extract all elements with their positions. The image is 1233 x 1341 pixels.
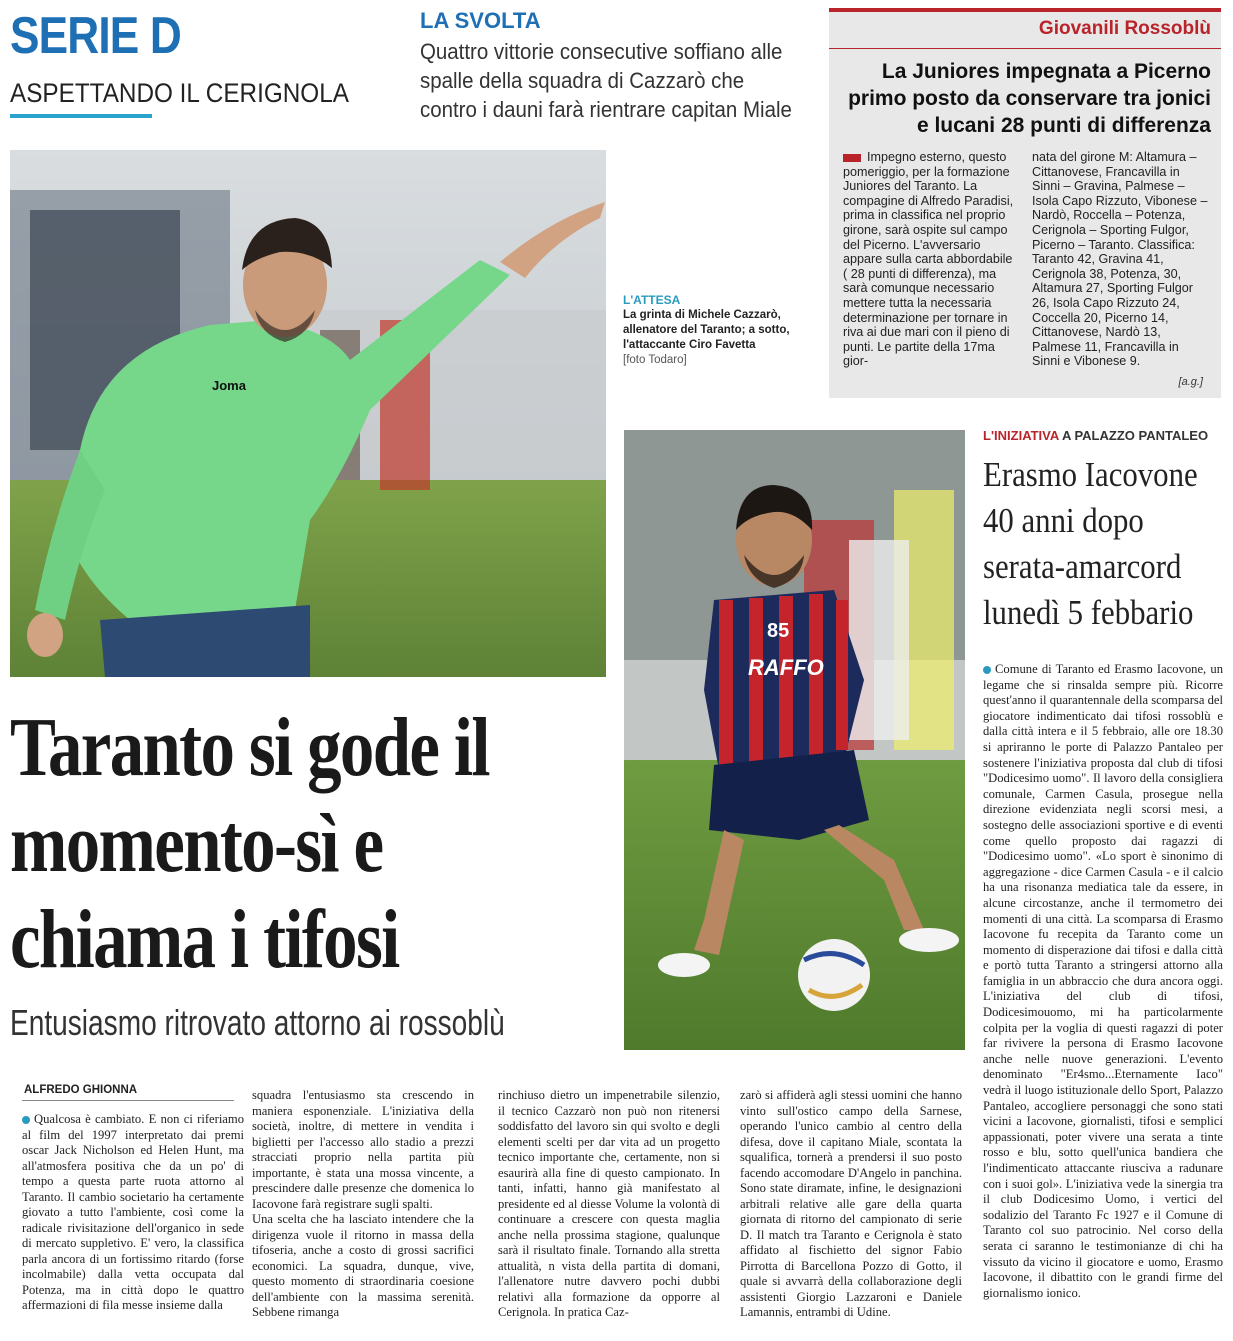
section-subtitle: ASPETTANDO IL CERIGNOLA xyxy=(10,78,349,108)
initiative-title: Erasmo Iacovone 40 anni dopo serata-amarcord lunedì 5 febbario xyxy=(983,455,1198,632)
main-headline: Taranto si gode il momento-sì e chiama i tifosi xyxy=(10,701,489,986)
box-headline: La Juniores impegnata a Picerno primo posto da conservare tra jonici e lucani 28 punti di differenza xyxy=(848,60,1211,137)
svolta-text: Quattro vittorie consecutive soffiano alle spalle della squadra di Cazzarò che contro i dauni farà rientrare capitan Miale xyxy=(420,39,792,122)
coach-jersey-logo: Joma xyxy=(212,378,246,393)
initiative-kicker-place: A PALAZZO PANTALEO xyxy=(1061,428,1209,443)
caption-kicker: L'ATTESA xyxy=(623,293,681,307)
photo-player xyxy=(624,430,965,1050)
caption-body: La grinta di Michele Cazzarò, allenatore del Taranto; a sotto, l'attaccante Ciro Favetta xyxy=(623,309,790,351)
article-col-4: zarò si affiderà agli stessi uomini che hanno vinto sull'ostico campo della Sarnese, operando l'unico cambio al centro della difesa, dove il capitano Miale, scontata la squalifica, tornerà a prendersi il suo posto facendo accomodare D'Angelo in panchina. Sono state diramate, infine, le designazioni arbitrali relative alle gare della quarta giornata di ritorno del campionato di serie D. Il match tra Taranto e Cerignola è stato affidato al fischietto del signor Fabio Pirrotta di Barcellona Pozzo di Gotto, il quale si avvarrà della collaborazione degli assistenti Giorgio Lazzaroni e Daniele Lamannis, entrambi di Udine. xyxy=(740,1088,962,1319)
box-col-1 xyxy=(843,150,1020,369)
player-shirt-number: 85 xyxy=(767,620,790,642)
section-underline xyxy=(10,114,152,118)
box-col-1-text: Impegno esterno, questo pomeriggio, per la formazione Juniores del Taranto. La compagine di Alfredo Paradisi, prima in classifica nel proprio girone, sarà ospite sul campo del Picerno. L'avversario appare sulla carta abbordabile ( 28 punti di differenza), ma sarà comunque necessario mettere tutta la necessaria determinazione per tornare in riva ai due mari con il pieno di punti. Le partite della 17ma gior- xyxy=(843,150,1014,369)
giovanili-box xyxy=(829,8,1221,398)
photo-coach xyxy=(10,150,606,677)
initiative-kicker xyxy=(983,428,1208,443)
box-col-2: nata del girone M: Altamura – Cittanovese, Francavilla in Sinni – Gravina, Palmese – Isola Capo Rizzuto, Vibonese – Nardò, Roccella – Potenza, Cerignola – Sporting Fulgor, Picerno – Taranto. Classifica: Taranto 42, Gravina 41, Cerignola 38, Potenza, 30, Altamura 27, Sporting Fulgor 26, Isola Capo Rizzuto 24, Coccella 20, Picerno 14, Cittanovese, Nardò 13, Palmese 11, Francavilla in Sinni e Vibonese 9. xyxy=(1032,150,1208,369)
article-col-3: rinchiuso dietro un impenetrabile silenzio, il tecnico Cazzarò non può non ritenersi soddisfatto del lavoro sin qui svolto e degli elementi scelti per dar vita ad un progetto tecnico importante che, certamente, non si esaurirà alla fine di questo campionato. In tanti, infatti, hanno già manifestato al presidente ed al diesse Volume la volontà di continuare a crescere con questa maglia anche nella prossima stagione, qualunque sarà il risultato finale. Tornando alla stretta attualità, n vista della partita di domani, l'allenatore nutre davvero pochi dubbi relativi alla formazione da opporre al Cerignola. In pratica Caz- xyxy=(498,1088,720,1319)
box-tag: Giovanili Rossoblù xyxy=(1038,18,1211,39)
article-col-1 xyxy=(22,1112,244,1314)
bullet-dot-icon xyxy=(983,666,991,674)
initiative-body xyxy=(983,662,1223,1301)
article-col-2 xyxy=(252,1088,474,1321)
article-col-2-para-1: squadra l'entusiasmo sta crescendo in maniera esponenziale. L'iniziativa della società, inoltre, di mettere in vendita i biglietti per l'accesso allo stadio a prezzi stracciati proprio nella partita più importante, è stata una mossa vincente, a prescindere dalle presenze che domenica lo Iacovone farà registrare sugli spalti. xyxy=(252,1088,474,1211)
box-columns xyxy=(843,150,1209,369)
svolta-kicker: LA SVOLTA xyxy=(420,8,541,33)
byline: ALFREDO GHIONNA xyxy=(24,1084,138,1096)
article-col-2-para-2: Una scelta che ha lasciato intendere che la dirigenza vuole il ritorno in massa della tifoseria, anche a costo di grossi sacrifici economici. La squadra, dunque, vive, questo momento di straordinaria coesione dell'ambiente con la massima serenità. Sebbene rimanga xyxy=(252,1212,474,1319)
main-subhead: Entusiasmo ritrovato attorno ai rossoblù xyxy=(10,1002,505,1043)
byline-rule xyxy=(22,1100,234,1101)
photo-caption xyxy=(623,293,803,368)
player-photo-image xyxy=(624,430,965,1050)
article-col-1-text: Qualcosa è cambiato. E non ci riferiamo al film del 1997 interpretato dai premi oscar Jack Nicholson ed Helen Hunt, ma all'atmosfera positiva che da un po' di tempo a questa parte ruota attorno al Taranto. Il cambio societario ha certamente giovato a tutto l'ambiente, così come la radicale rivisitazione dell'organico in sede di mercato suppletivo. E' vero, la classifica parla ancora di un fortissimo ritardo (forse incolmabile) dalla vetta occupata dal Potenza, ma in città dopo le quattro affermazioni di fila messe insieme dalla xyxy=(22,1112,244,1312)
section-title: SERIE D xyxy=(10,7,181,65)
initiative-kicker-label: L'INIZIATIVA xyxy=(983,428,1059,443)
caption-credit: [foto Todaro] xyxy=(623,354,687,366)
box-signature: [a.g.] xyxy=(1178,376,1203,388)
initiative-body-text: Comune di Taranto ed Erasmo Iacovone, un legame che si rinsalda sempre più. Ricorre quest'anno il quarantennale della scomparsa del giocatore indimenticato dai tifosi rossoblù e dalla città intera e il 5 febbraio, alle ore 18.30 si apriranno le porte di Palazzo Pantaleo per sostenere l'iniziativa proposta dal club di tifosi "Dodicesimo uomo". Il lavoro della consigliera comunale, Carmen Casula, prosegue nella direzione evidenziata negli scorsi mesi, a sostegno delle associazioni sportive e di eventi come quello proposto dai ragazzi di "Dodicesimo uomo". «Lo sport è sinonimo di aggregazione - dice Carmen Casula - e il calcio ha una risonanza mediatica tale da essere, in alcune circostanze, anche il termometro dei momenti di una città. La scomparsa di Erasmo Iacovone fu recepita da Taranto come un momento di disperazione dai tifosi e dalla città e portò tutta Taranto a stringersi attorno alla famiglia in un abbraccio che dura ancora oggi. L'iniziativa del club di tifosi, Dodicesimouomo, mi ha particolarmente colpita per la voglia di questi ragazzi di poter far rivivere la persona di Erasmo Iacovone anche nelle nuove generazioni. L'evento denominato "Er4smo...Eternamente Iaco" vedrà il luogo istituzionale dello Sport, Palazzo Pantaleo, accogliere personaggi che sono stati vicini a Iacovone, giornalisti, tifosi e semplici appassionati, poter vivere una serata a tinte rosso e blu, sotto quell'unica bandiera che l'indimenticato attaccante riusciva a radunare con i suoi gol». L'iniziativa vede la sinergia tra il club Dodicesimo Uomo, i vertici del sodalizio del Taranto Fc 1927 e il Comune di Taranto col suo patrocinio. Nel corso della serata ci saranno le testimonianze di chi ha vissuto da vicino il giocatore e uomo, Erasmo Iacovone, il dibattito con le grandi firme del giornalismo ionico. xyxy=(983,662,1223,1300)
bullet-dot-icon xyxy=(22,1116,30,1124)
coach-photo-image xyxy=(10,150,606,677)
red-marker-icon xyxy=(843,154,861,162)
box-divider xyxy=(829,48,1221,49)
player-sponsor: RAFFO xyxy=(748,655,824,680)
